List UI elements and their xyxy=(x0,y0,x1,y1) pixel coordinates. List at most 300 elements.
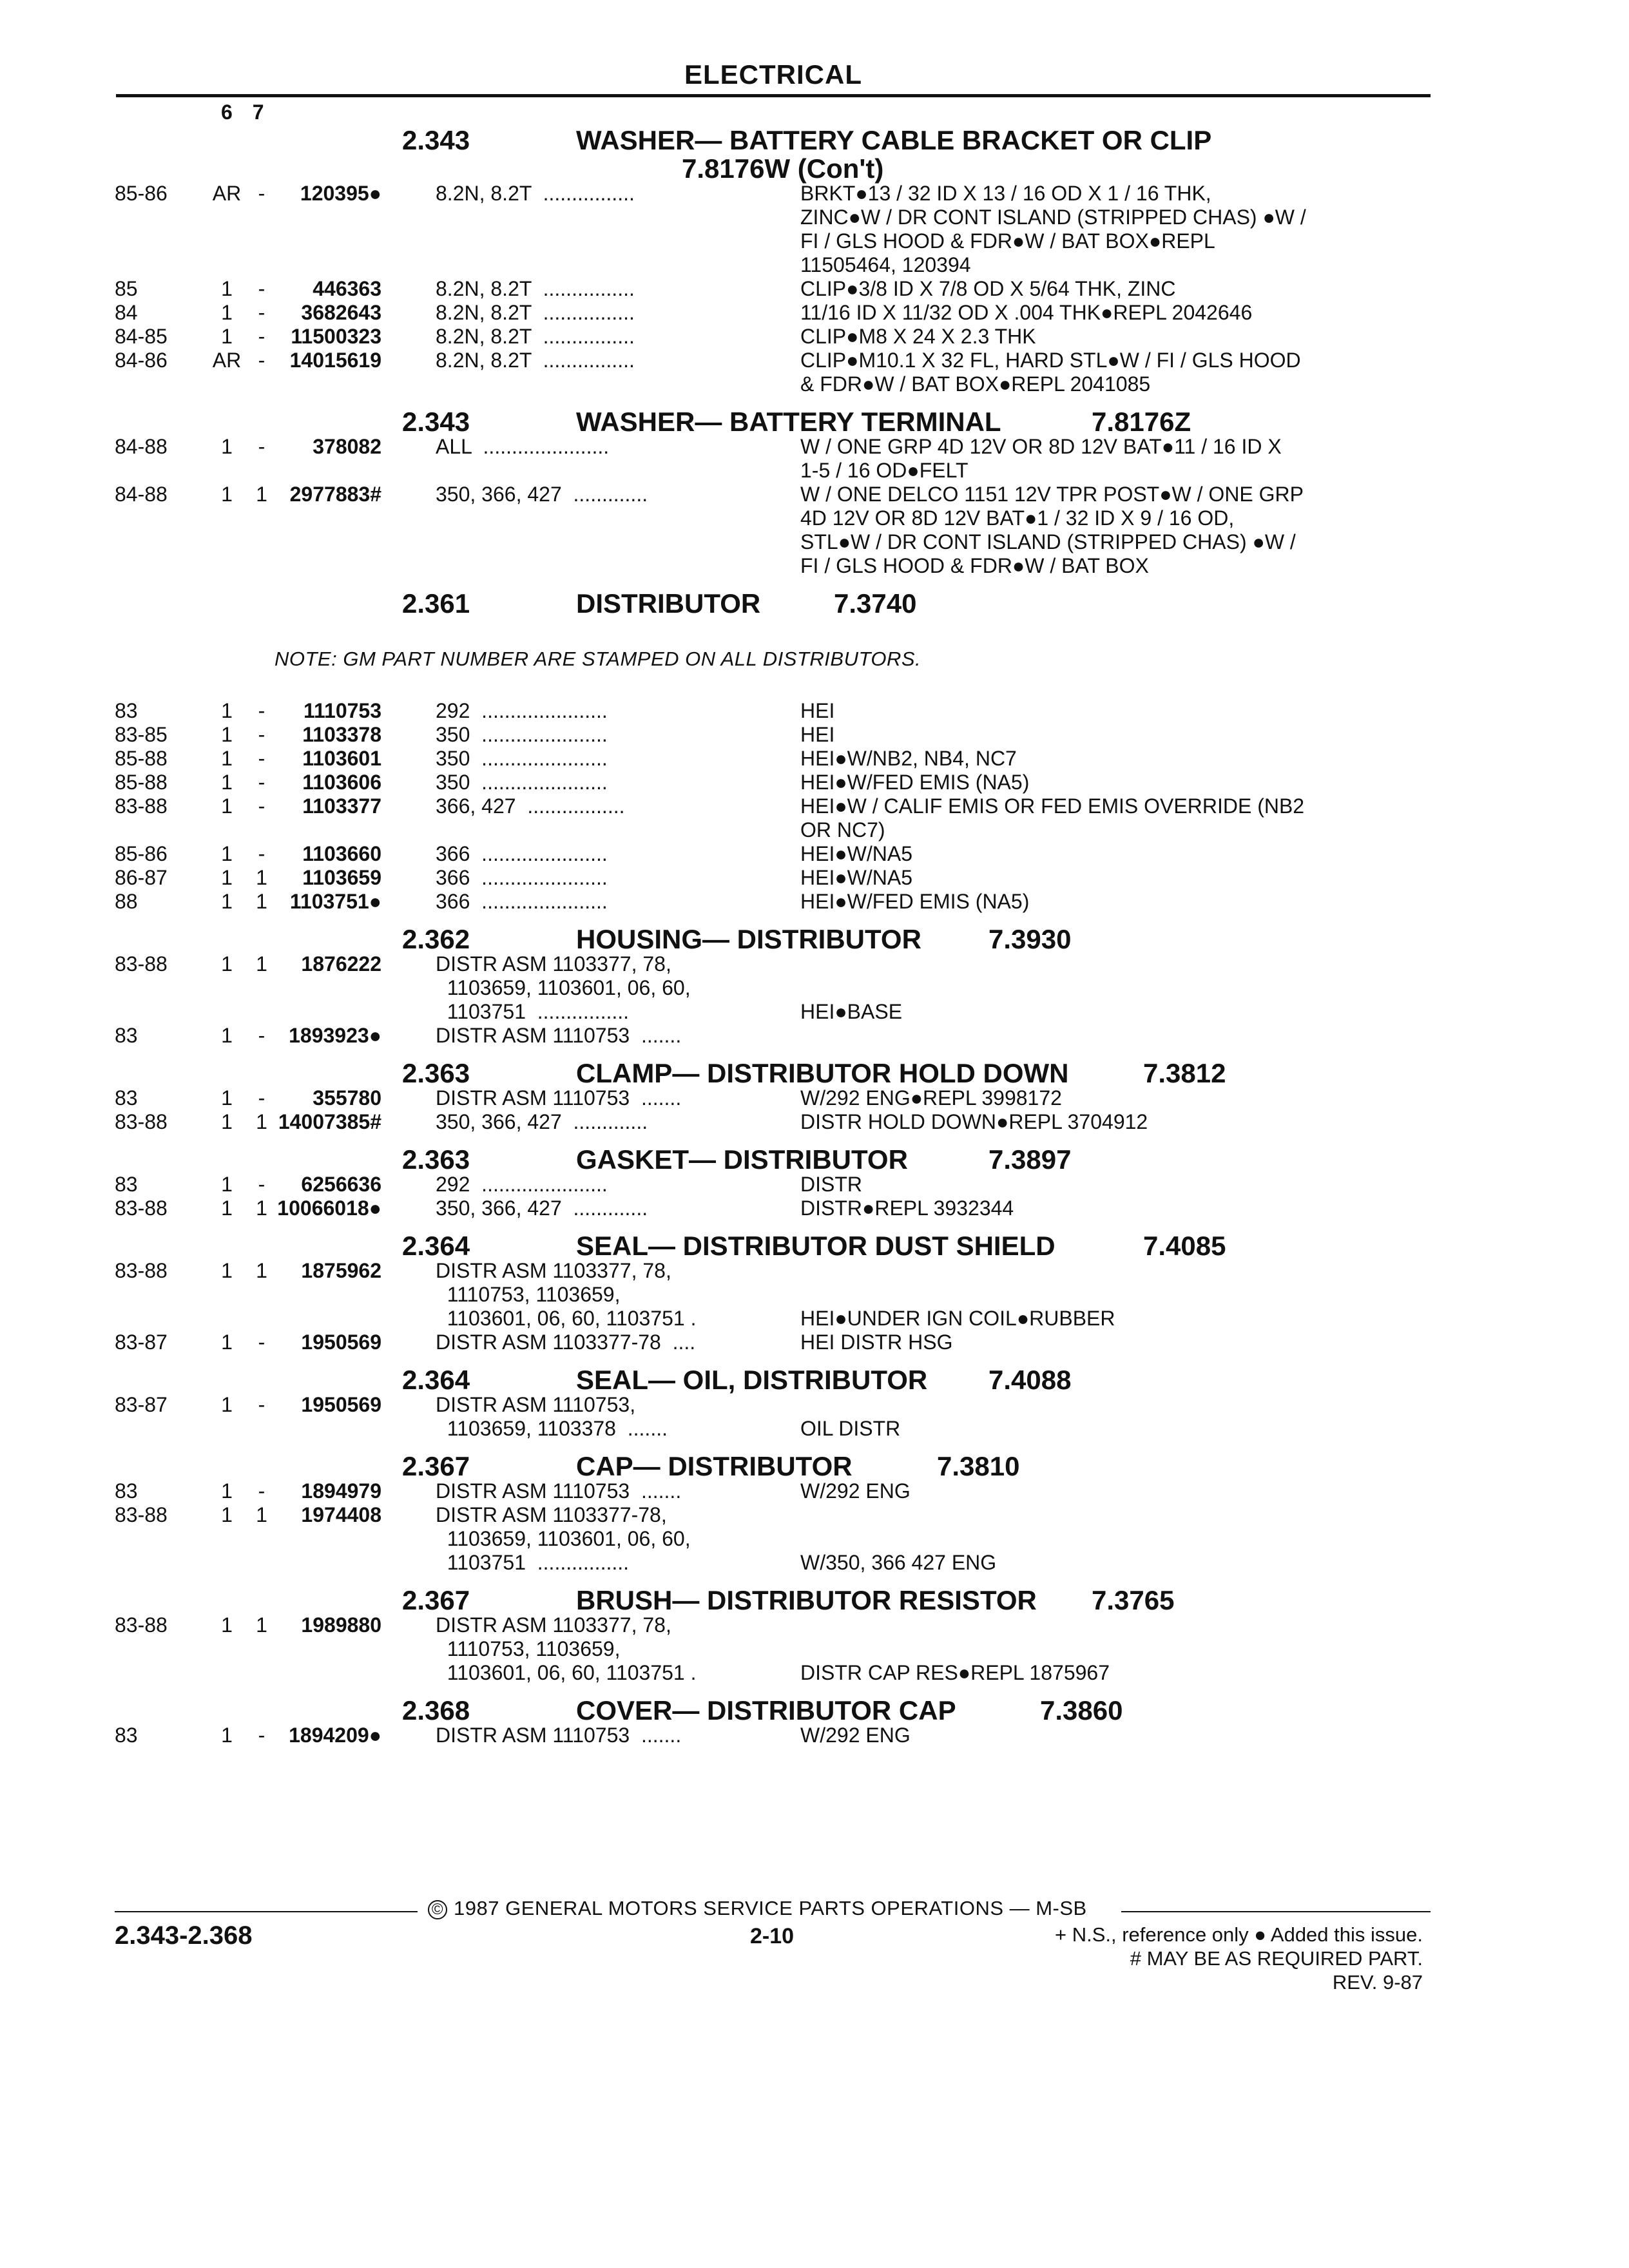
part-number: 1893923● xyxy=(289,1024,381,1047)
section-code: 7.8176Z xyxy=(1092,407,1191,437)
quantity-col6: AR xyxy=(212,182,242,205)
description-line: W / ONE DELCO 1151 12V TPR POST●W / ONE GRP xyxy=(800,483,1304,506)
usage-text: 350 ...................... xyxy=(436,747,608,770)
description-line: STL●W / DR CONT ISLAND (STRIPPED CHAS) ●W / xyxy=(800,530,1296,553)
description-line: DISTR CAP RES●REPL 1875967 xyxy=(800,1661,1110,1684)
usage-text: 350, 366, 427 ............. xyxy=(436,483,648,506)
section-title: GASKET— DISTRIBUTOR xyxy=(576,1144,908,1175)
part-description xyxy=(800,723,1367,747)
model-years: 83 xyxy=(115,1479,138,1503)
quantity-col6: 1 xyxy=(221,1086,233,1110)
quantity-col7: - xyxy=(258,182,265,205)
description-line: ZINC●W / DR CONT ISLAND (STRIPPED CHAS) ●W / xyxy=(800,206,1306,229)
quantity-col6: 1 xyxy=(221,842,233,865)
section-heading xyxy=(115,1585,1442,1613)
part-description xyxy=(800,794,1367,842)
quantity-col6: 1 xyxy=(221,952,233,975)
quantity-col6: 1 xyxy=(221,1173,233,1196)
part-description xyxy=(800,1259,1367,1331)
quantity-col6: 1 xyxy=(221,1331,233,1354)
quantity-col7: - xyxy=(258,1024,265,1047)
model-years: 85-88 xyxy=(115,747,168,770)
quantity-col7: - xyxy=(258,723,265,746)
page-range: 2.343-2.368 xyxy=(115,1921,253,1950)
usage-text: 350 ...................... xyxy=(436,723,608,746)
usage-text: 292 ...................... xyxy=(436,699,608,722)
part-description xyxy=(800,1724,1367,1747)
quantity-col6: 1 xyxy=(221,1259,233,1282)
model-years: 83-88 xyxy=(115,1613,168,1637)
usage-text: DISTR ASM 1110753 ....... xyxy=(436,1086,682,1110)
part-row xyxy=(115,1503,1442,1575)
section-number: 2.361 xyxy=(402,588,470,619)
section-code: 7.3740 xyxy=(834,588,917,619)
quantity-col6: 1 xyxy=(221,301,233,324)
usage-text: 366 ...................... xyxy=(436,842,608,865)
model-years: 84-88 xyxy=(115,435,168,458)
part-row xyxy=(115,1331,1442,1354)
part-number: 1103606 xyxy=(302,771,381,794)
description-line: 4D 12V OR 8D 12V BAT●1 / 32 ID X 9 / 16 OD, xyxy=(800,506,1235,530)
quantity-col6: 1 xyxy=(221,1393,233,1416)
quantity-col6: 1 xyxy=(221,325,233,348)
part-row xyxy=(115,1259,1442,1331)
description-line: W/350, 366 427 ENG xyxy=(800,1551,997,1574)
part-row xyxy=(115,1393,1442,1441)
header-rule xyxy=(116,94,1431,97)
revision-label: REV. 9-87 xyxy=(1332,1971,1423,1994)
part-row xyxy=(115,952,1442,1024)
description-line xyxy=(800,1259,1367,1283)
model-years: 83-85 xyxy=(115,723,168,746)
usage-text: 8.2N, 8.2T ................ xyxy=(436,301,635,324)
model-years: 83 xyxy=(115,1724,138,1747)
model-years: 84-85 xyxy=(115,325,168,348)
usage-text: DISTR ASM 1110753 ....... xyxy=(436,1479,682,1503)
description-line: W / ONE GRP 4D 12V OR 8D 12V BAT●11 / 16 ID X xyxy=(800,435,1282,458)
quantity-col6: 1 xyxy=(221,699,233,722)
description-line xyxy=(800,1503,1367,1527)
quantity-col6: 1 xyxy=(221,794,233,818)
usage-text: ALL ...................... xyxy=(436,435,610,458)
part-row xyxy=(115,1173,1442,1196)
description-line xyxy=(800,1393,1367,1417)
quantity-col6: 1 xyxy=(221,435,233,458)
part-number: 1950569 xyxy=(301,1331,381,1354)
part-number: 355780 xyxy=(313,1086,381,1110)
model-years: 83 xyxy=(115,1086,138,1110)
section-heading xyxy=(115,1058,1442,1086)
part-row xyxy=(115,182,1442,277)
quantity-col6: 1 xyxy=(221,1503,233,1526)
quantity-col7: - xyxy=(258,1393,265,1416)
section-title: BRUSH— DISTRIBUTOR RESISTOR xyxy=(576,1585,1037,1615)
part-row xyxy=(115,1110,1442,1134)
quantity-col7: - xyxy=(258,325,265,348)
model-years: 83-88 xyxy=(115,1196,168,1220)
section-title: HOUSING— DISTRIBUTOR xyxy=(576,924,921,954)
quantity-col7: 1 xyxy=(256,952,267,975)
quantity-col6: 1 xyxy=(221,723,233,746)
model-years: 83 xyxy=(115,1173,138,1196)
part-row xyxy=(115,794,1442,842)
description-line: DISTR xyxy=(800,1173,862,1196)
usage-text: DISTR ASM 1103377, 78, 1110753, 1103659, 1103601, 06, 60, 1103751 . xyxy=(436,1259,697,1330)
part-number: 10066018● xyxy=(277,1196,381,1220)
part-row xyxy=(115,1724,1442,1747)
usage-text: 8.2N, 8.2T ................ xyxy=(436,182,635,205)
section-number: 2.363 xyxy=(402,1144,470,1175)
description-line: FI / GLS HOOD & FDR●W / BAT BOX xyxy=(800,554,1149,577)
page-title: ELECTRICAL xyxy=(684,59,862,90)
description-line: W/292 ENG xyxy=(800,1724,911,1747)
part-number: 1894209● xyxy=(289,1724,381,1747)
part-row xyxy=(115,325,1442,349)
part-description xyxy=(800,1024,1367,1048)
part-row xyxy=(115,699,1442,723)
section-title: WASHER— BATTERY TERMINAL xyxy=(576,407,1001,437)
part-description xyxy=(800,1479,1367,1503)
section-title: COVER— DISTRIBUTOR CAP xyxy=(576,1695,956,1725)
description-line: W/292 ENG●REPL 3998172 xyxy=(800,1086,1062,1110)
quantity-col7: - xyxy=(258,1331,265,1354)
description-line: 11505464, 120394 xyxy=(800,253,971,276)
part-description xyxy=(800,699,1367,723)
model-years: 83-88 xyxy=(115,794,168,818)
part-row xyxy=(115,1086,1442,1110)
part-description xyxy=(800,1110,1367,1134)
quantity-col6: 1 xyxy=(221,1196,233,1220)
part-description xyxy=(800,1331,1367,1354)
usage-text: 366 ...................... xyxy=(436,890,608,913)
section-number: 2.367 xyxy=(402,1585,470,1615)
part-number: 120395● xyxy=(300,182,381,205)
section-number: 2.364 xyxy=(402,1231,470,1261)
description-line: HEI●BASE xyxy=(800,1000,903,1023)
description-line: HEI xyxy=(800,699,835,722)
quantity-col7: 1 xyxy=(256,1259,267,1282)
model-years: 83-88 xyxy=(115,1503,168,1526)
part-number: 1103601 xyxy=(302,747,381,770)
legend-note-ns: + N.S., reference only ● Added this issue. xyxy=(1054,1923,1423,1946)
quantity-col6: 1 xyxy=(221,1479,233,1503)
quantity-col7: - xyxy=(258,349,265,372)
footer-rule-right xyxy=(1121,1911,1431,1912)
usage-text: 8.2N, 8.2T ................ xyxy=(436,349,635,372)
part-number: 1110753 xyxy=(303,699,381,722)
quantity-col6: 1 xyxy=(221,890,233,913)
part-number: 446363 xyxy=(313,277,381,300)
part-description xyxy=(800,952,1367,1024)
quantity-col7: - xyxy=(258,1173,265,1196)
part-number: 1974408 xyxy=(301,1503,381,1526)
model-years: 84-88 xyxy=(115,483,168,506)
quantity-col7: 1 xyxy=(256,1110,267,1133)
usage-text: 350, 366, 427 ............. xyxy=(436,1196,648,1220)
part-row xyxy=(115,1479,1442,1503)
part-description xyxy=(800,435,1367,483)
usage-text: DISTR ASM 1103377-78, 1103659, 1103601, 06, 60, 1103751 ................ xyxy=(436,1503,691,1574)
section-code: 7.3860 xyxy=(1040,1695,1123,1725)
description-line: HEI●W/FED EMIS (NA5) xyxy=(800,890,1030,913)
model-years: 83-88 xyxy=(115,1259,168,1282)
description-line: HEI●W/NA5 xyxy=(800,866,913,889)
part-description xyxy=(800,866,1367,890)
section-number: 2.343 xyxy=(402,125,470,155)
usage-text: 292 ...................... xyxy=(436,1173,608,1196)
parts-list xyxy=(115,125,1442,1747)
description-line: OR NC7) xyxy=(800,818,885,841)
description-line xyxy=(800,1283,1367,1307)
section-heading xyxy=(115,924,1442,952)
usage-text: DISTR ASM 1103377-78 .... xyxy=(436,1331,696,1354)
part-number: 14007385# xyxy=(278,1110,381,1133)
section-code: 7.3897 xyxy=(988,1144,1072,1175)
quantity-col6: 1 xyxy=(221,771,233,794)
part-number: 1103378 xyxy=(302,723,381,746)
quantity-col6: 1 xyxy=(221,747,233,770)
quantity-col7: 1 xyxy=(256,1503,267,1526)
part-description xyxy=(800,1393,1367,1441)
description-line: DISTR HOLD DOWN●REPL 3704912 xyxy=(800,1110,1148,1133)
part-description xyxy=(800,771,1367,794)
quantity-col7: - xyxy=(258,771,265,794)
section-code: 7.3810 xyxy=(937,1451,1020,1481)
column-numbers: 6 7 xyxy=(221,101,264,124)
footer-legend xyxy=(1055,1923,1423,1994)
copyright-line xyxy=(428,1897,1087,1920)
section-title: DISTRIBUTOR xyxy=(576,588,761,619)
model-years: 83-87 xyxy=(115,1331,168,1354)
description-line xyxy=(800,1024,1367,1048)
description-line: CLIP●M10.1 X 32 FL, HARD STL●W / FI / GLS HOOD xyxy=(800,349,1301,372)
description-line: HEI xyxy=(800,723,835,746)
part-row xyxy=(115,483,1442,578)
usage-text: 8.2N, 8.2T ................ xyxy=(436,277,635,300)
model-years: 84 xyxy=(115,301,138,324)
section-heading xyxy=(115,407,1442,435)
part-description xyxy=(800,1503,1367,1575)
part-number: 1989880 xyxy=(301,1613,381,1637)
section-number: 2.364 xyxy=(402,1365,470,1395)
section-title: CLAMP— DISTRIBUTOR HOLD DOWN xyxy=(576,1058,1069,1088)
section-heading xyxy=(115,1451,1442,1479)
part-number: 1103751● xyxy=(289,890,381,913)
quantity-col7: - xyxy=(258,747,265,770)
part-row xyxy=(115,277,1442,301)
model-years: 85-86 xyxy=(115,182,168,205)
description-line: OIL DISTR xyxy=(800,1417,901,1440)
quantity-col6: AR xyxy=(212,349,242,372)
description-line: HEI●W/NB2, NB4, NC7 xyxy=(800,747,1017,770)
section-heading xyxy=(115,1695,1442,1724)
quantity-col7: - xyxy=(258,794,265,818)
part-description xyxy=(800,301,1367,325)
usage-text: DISTR ASM 1103377, 78, 1110753, 1103659, 1103601, 06, 60, 1103751 . xyxy=(436,1613,697,1684)
quantity-col7: - xyxy=(258,301,265,324)
part-number: 378082 xyxy=(313,435,381,458)
part-number: 1875962 xyxy=(301,1259,381,1282)
section-number: 2.363 xyxy=(402,1058,470,1088)
description-line: 1-5 / 16 OD●FELT xyxy=(800,459,969,482)
section-note: NOTE: GM PART NUMBER ARE STAMPED ON ALL DISTRIBUTORS. xyxy=(275,648,921,670)
section-heading xyxy=(115,1365,1442,1393)
section-code: 7.3765 xyxy=(1092,1585,1175,1615)
part-number: 2977883# xyxy=(289,483,381,506)
model-years: 83-88 xyxy=(115,1110,168,1133)
quantity-col6: 1 xyxy=(221,277,233,300)
usage-text: DISTR ASM 1110753, 1103659, 1103378 ....... xyxy=(436,1393,668,1440)
part-number: 3682643 xyxy=(301,301,381,324)
part-row xyxy=(115,1024,1442,1048)
description-line xyxy=(800,1527,1367,1551)
section-number: 2.343 xyxy=(402,407,470,437)
description-line: 11/16 ID X 11/32 OD X .004 THK●REPL 2042646 xyxy=(800,301,1253,324)
part-description xyxy=(800,890,1367,914)
part-number: 11500323 xyxy=(291,325,381,348)
part-row xyxy=(115,349,1442,396)
section-title: SEAL— DISTRIBUTOR DUST SHIELD xyxy=(576,1231,1055,1261)
section-title: WASHER— BATTERY CABLE BRACKET OR CLIP xyxy=(576,125,1212,155)
part-number: 1876222 xyxy=(301,952,381,975)
usage-text: 366, 427 ................. xyxy=(436,794,625,818)
part-description xyxy=(800,483,1367,578)
description-line: HEI DISTR HSG xyxy=(800,1331,953,1354)
model-years: 83-88 xyxy=(115,952,168,975)
quantity-col7: - xyxy=(258,1724,265,1747)
quantity-col6: 1 xyxy=(221,866,233,889)
model-years: 88 xyxy=(115,890,138,913)
model-years: 83 xyxy=(115,1024,138,1047)
part-row xyxy=(115,890,1442,914)
quantity-col7: - xyxy=(258,1086,265,1110)
quantity-col7: - xyxy=(258,1479,265,1503)
description-line: HEI●W/FED EMIS (NA5) xyxy=(800,771,1030,794)
description-line: HEI●UNDER IGN COIL●RUBBER xyxy=(800,1307,1115,1330)
footer-rule-left xyxy=(115,1911,418,1912)
section-heading xyxy=(115,588,1442,617)
part-row xyxy=(115,771,1442,794)
part-description xyxy=(800,1196,1367,1220)
quantity-col7: - xyxy=(258,699,265,722)
description-line: CLIP●3/8 ID X 7/8 OD X 5/64 THK, ZINC xyxy=(800,277,1176,300)
description-line: DISTR●REPL 3932344 xyxy=(800,1196,1014,1220)
quantity-col6: 1 xyxy=(221,1613,233,1637)
part-description xyxy=(800,325,1367,349)
part-description xyxy=(800,747,1367,771)
usage-text: DISTR ASM 1110753 ....... xyxy=(436,1724,682,1747)
model-years: 85 xyxy=(115,277,138,300)
description-line xyxy=(800,976,1367,1000)
quantity-col7: 1 xyxy=(256,1196,267,1220)
model-years: 86-87 xyxy=(115,866,168,889)
description-line xyxy=(800,1613,1367,1637)
description-line xyxy=(800,952,1367,976)
section-code: 7.3812 xyxy=(1143,1058,1226,1088)
usage-text: DISTR ASM 1110753 ....... xyxy=(436,1024,682,1047)
part-description xyxy=(800,1086,1367,1110)
part-description xyxy=(800,842,1367,866)
part-number: 6256636 xyxy=(301,1173,381,1196)
part-description xyxy=(800,182,1367,277)
model-years: 83 xyxy=(115,699,138,722)
section-code: 7.4088 xyxy=(988,1365,1072,1395)
quantity-col7: - xyxy=(258,277,265,300)
part-row xyxy=(115,842,1442,866)
description-line: HEI●W/NA5 xyxy=(800,842,913,865)
part-row xyxy=(115,1196,1442,1220)
description-line: FI / GLS HOOD & FDR●W / BAT BOX●REPL xyxy=(800,229,1215,253)
usage-text: 8.2N, 8.2T ................ xyxy=(436,325,635,348)
part-row xyxy=(115,866,1442,890)
part-row xyxy=(115,1613,1442,1685)
description-line: & FDR●W / BAT BOX●REPL 2041085 xyxy=(800,372,1151,396)
quantity-col7: 1 xyxy=(256,890,267,913)
section-number: 2.362 xyxy=(402,924,470,954)
part-description xyxy=(800,277,1367,301)
description-line xyxy=(800,1637,1367,1661)
copyright-icon: © xyxy=(428,1900,447,1919)
legend-note-required: # MAY BE AS REQUIRED PART. xyxy=(1130,1947,1423,1970)
model-years: 85-88 xyxy=(115,771,168,794)
quantity-col6: 1 xyxy=(221,1724,233,1747)
page-number: 2-10 xyxy=(750,1924,795,1948)
part-description xyxy=(800,1173,1367,1196)
description-line: W/292 ENG xyxy=(800,1479,911,1503)
section-code: 7.8176W (Con't) xyxy=(682,153,884,184)
model-years: 83-87 xyxy=(115,1393,168,1416)
section-title: SEAL— OIL, DISTRIBUTOR xyxy=(576,1365,928,1395)
model-years: 84-86 xyxy=(115,349,168,372)
description-line: CLIP●M8 X 24 X 2.3 THK xyxy=(800,325,1036,348)
section-heading xyxy=(115,1231,1442,1259)
part-number: 1894979 xyxy=(301,1479,381,1503)
quantity-col6: 1 xyxy=(221,1024,233,1047)
model-years: 85-86 xyxy=(115,842,168,865)
quantity-col7: 1 xyxy=(256,866,267,889)
section-number: 2.367 xyxy=(402,1451,470,1481)
section-heading xyxy=(115,1144,1442,1173)
quantity-col6: 1 xyxy=(221,483,233,506)
quantity-col6: 1 xyxy=(221,1110,233,1133)
usage-text: 366 ...................... xyxy=(436,866,608,889)
usage-text: 350, 366, 427 ............. xyxy=(436,1110,648,1133)
section-code: 7.4085 xyxy=(1143,1231,1226,1261)
part-description xyxy=(800,1613,1367,1685)
quantity-col7: 1 xyxy=(256,483,267,506)
usage-text: DISTR ASM 1103377, 78, 1103659, 1103601, 06, 60, 1103751 ................ xyxy=(436,952,691,1023)
usage-text: 350 ...................... xyxy=(436,771,608,794)
description-line: HEI●W / CALIF EMIS OR FED EMIS OVERRIDE (NB2 xyxy=(800,794,1305,818)
part-row xyxy=(115,301,1442,325)
quantity-col7: 1 xyxy=(256,1613,267,1637)
part-number: 1103660 xyxy=(302,842,381,865)
section-title: CAP— DISTRIBUTOR xyxy=(576,1451,853,1481)
quantity-col7: - xyxy=(258,842,265,865)
part-number: 1950569 xyxy=(301,1393,381,1416)
quantity-col7: - xyxy=(258,435,265,458)
part-row xyxy=(115,747,1442,771)
part-row xyxy=(115,435,1442,483)
part-number: 14015619 xyxy=(289,349,381,372)
section-heading xyxy=(115,125,1442,153)
section-number: 2.368 xyxy=(402,1695,470,1725)
description-line: BRKT●13 / 32 ID X 13 / 16 OD X 1 / 16 THK, xyxy=(800,182,1211,205)
part-row xyxy=(115,723,1442,747)
part-number: 1103377 xyxy=(302,794,381,818)
part-number: 1103659 xyxy=(302,866,381,889)
part-description xyxy=(800,349,1367,396)
